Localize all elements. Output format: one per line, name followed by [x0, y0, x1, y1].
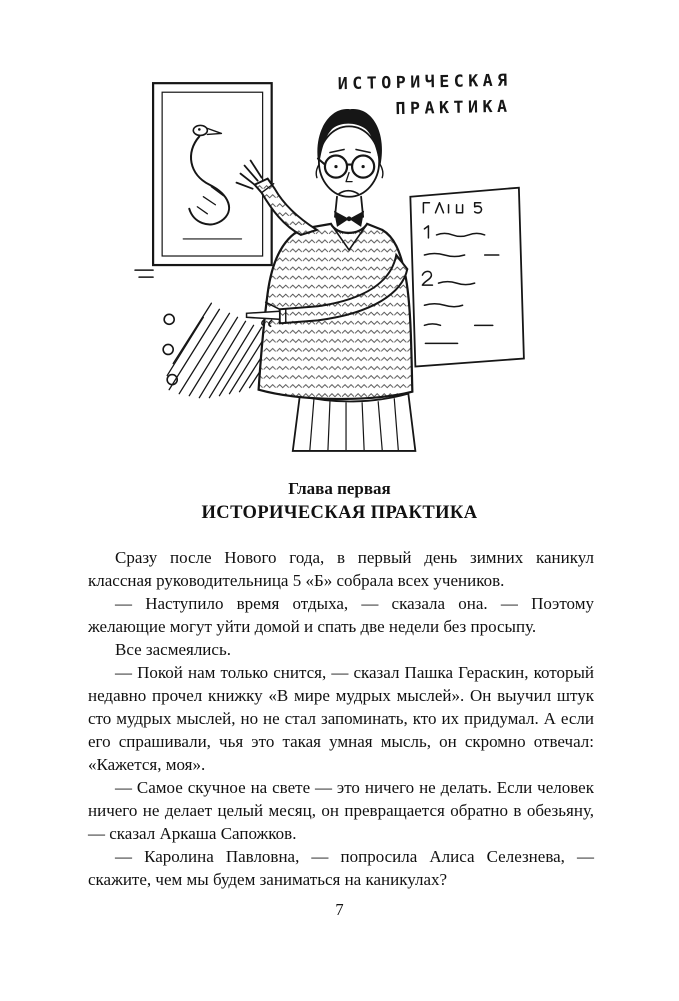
paragraph: — Покой нам только снится, — сказал Пашка Гераскин, который недавно прочел книжку «В мире мудрых мыслей». Он выучил штук сто мудрых мыслей, но не стал запоминать, кто их придумал. А если его спрашивали, чья это такая умная мысль, он скромно отвечал: «Кажется, моя». — [88, 663, 594, 774]
raised-arm — [237, 161, 317, 235]
skirt — [293, 394, 416, 451]
illustration — [133, 56, 545, 453]
chapter-title: ИСТОРИЧЕСКАЯ ПРАКТИКА — [201, 503, 478, 523]
paragraph: — Наступило время отдыха, — сказала она. — Поэтому желающие могут уйти домой и спать две недели без просыпу. — [88, 594, 594, 636]
illustration-caption-line2: ПРАКТИКА — [395, 96, 512, 119]
neck-and-bow — [334, 197, 364, 227]
page-number: 7 — [335, 900, 344, 919]
illustration-caption-line1: ИСТОРИЧЕСКАЯ — [337, 70, 512, 94]
paragraph: — Самое скучное на свете — это ничего не делать. Если человек ничего не делает целый месяц, он превращается обратно в обезьяну, — сказал Аркаша Сапожков. — [88, 778, 594, 843]
teacher-head — [316, 109, 383, 197]
swan-skeleton — [183, 125, 241, 239]
wall-lines — [135, 270, 153, 277]
wall-circles — [163, 314, 177, 384]
chapter-label: Глава первая — [288, 479, 391, 498]
chapter-heading — [0, 478, 679, 525]
wall-chart — [410, 188, 524, 367]
body-text — [88, 546, 594, 891]
paragraph: Все засмеялись. — [115, 640, 231, 659]
teacher-illustration — [133, 56, 545, 453]
paragraph: — Каролина Павловна, — попросила Алиса Селезнева, — скажите, чем мы будем заниматься на каникулах? — [88, 847, 594, 889]
paragraph: Сразу после Нового года, в первый день зимних каникул классная руководительница 5 «Б» собрала всех учеников. — [88, 548, 594, 590]
frame-with-swan — [153, 83, 272, 265]
